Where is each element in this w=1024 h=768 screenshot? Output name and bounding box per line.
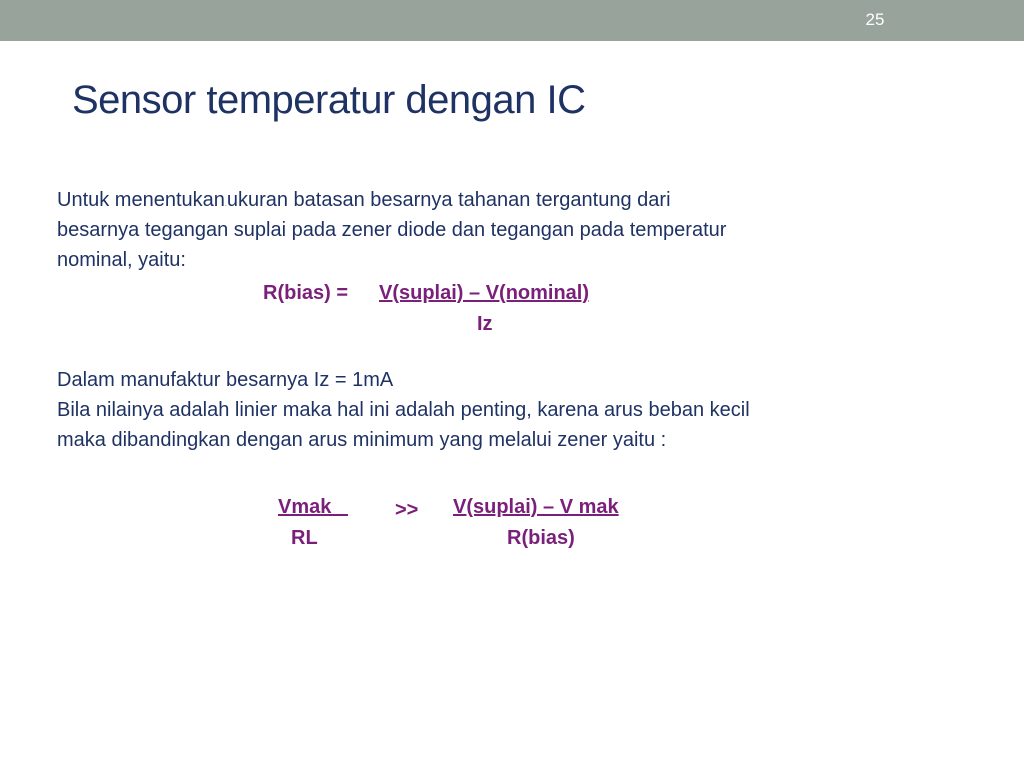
stray-dot: . [224, 201, 227, 208]
slide-title: Sensor temperatur dengan IC [72, 78, 586, 122]
paragraph-1-line-1-start: Untuk menentukan [57, 189, 225, 211]
formula-1-lhs: R(bias) = [263, 282, 354, 304]
paragraph-2-line-1: Dalam manufaktur besarnya Iz = 1mA [57, 369, 394, 391]
formula-2-right-denominator: R(bias) [507, 527, 575, 549]
paragraph-2-line-2: Bila nilainya adalah linier maka hal ini adalah penting, karena arus beban kecil [57, 399, 750, 421]
formula-1-numerator: V(suplai) – V(nominal) [379, 282, 590, 304]
paragraph-1-line-3: nominal, yaitu: [57, 249, 186, 271]
formula-1-denominator: Iz [477, 313, 493, 335]
formula-2-left-denominator: RL [291, 527, 318, 549]
formula-2-right-numerator: V(suplai) – V mak [453, 496, 619, 518]
formula-2-left-numerator: Vmak [278, 496, 349, 518]
slide-body [57, 185, 957, 455]
paragraph-1-line-1 [57, 185, 957, 215]
slide-header-bar [0, 0, 1024, 41]
blank-line [57, 335, 957, 365]
paragraph-1-line-1-end: ukuran batasan besarnya tahanan tergantung dari [226, 189, 671, 211]
slide-number: 25 [865, 10, 885, 29]
formula-2-operator: >> [395, 499, 419, 521]
paragraph-1-line-2: besarnya tegangan suplai pada zener diode dan tegangan pada temperatur [57, 219, 727, 241]
formula-1-space-b [57, 305, 957, 335]
paragraph-2-line-3: maka dibandingkan dengan arus minimum yang melalui zener yaitu : [57, 429, 667, 451]
